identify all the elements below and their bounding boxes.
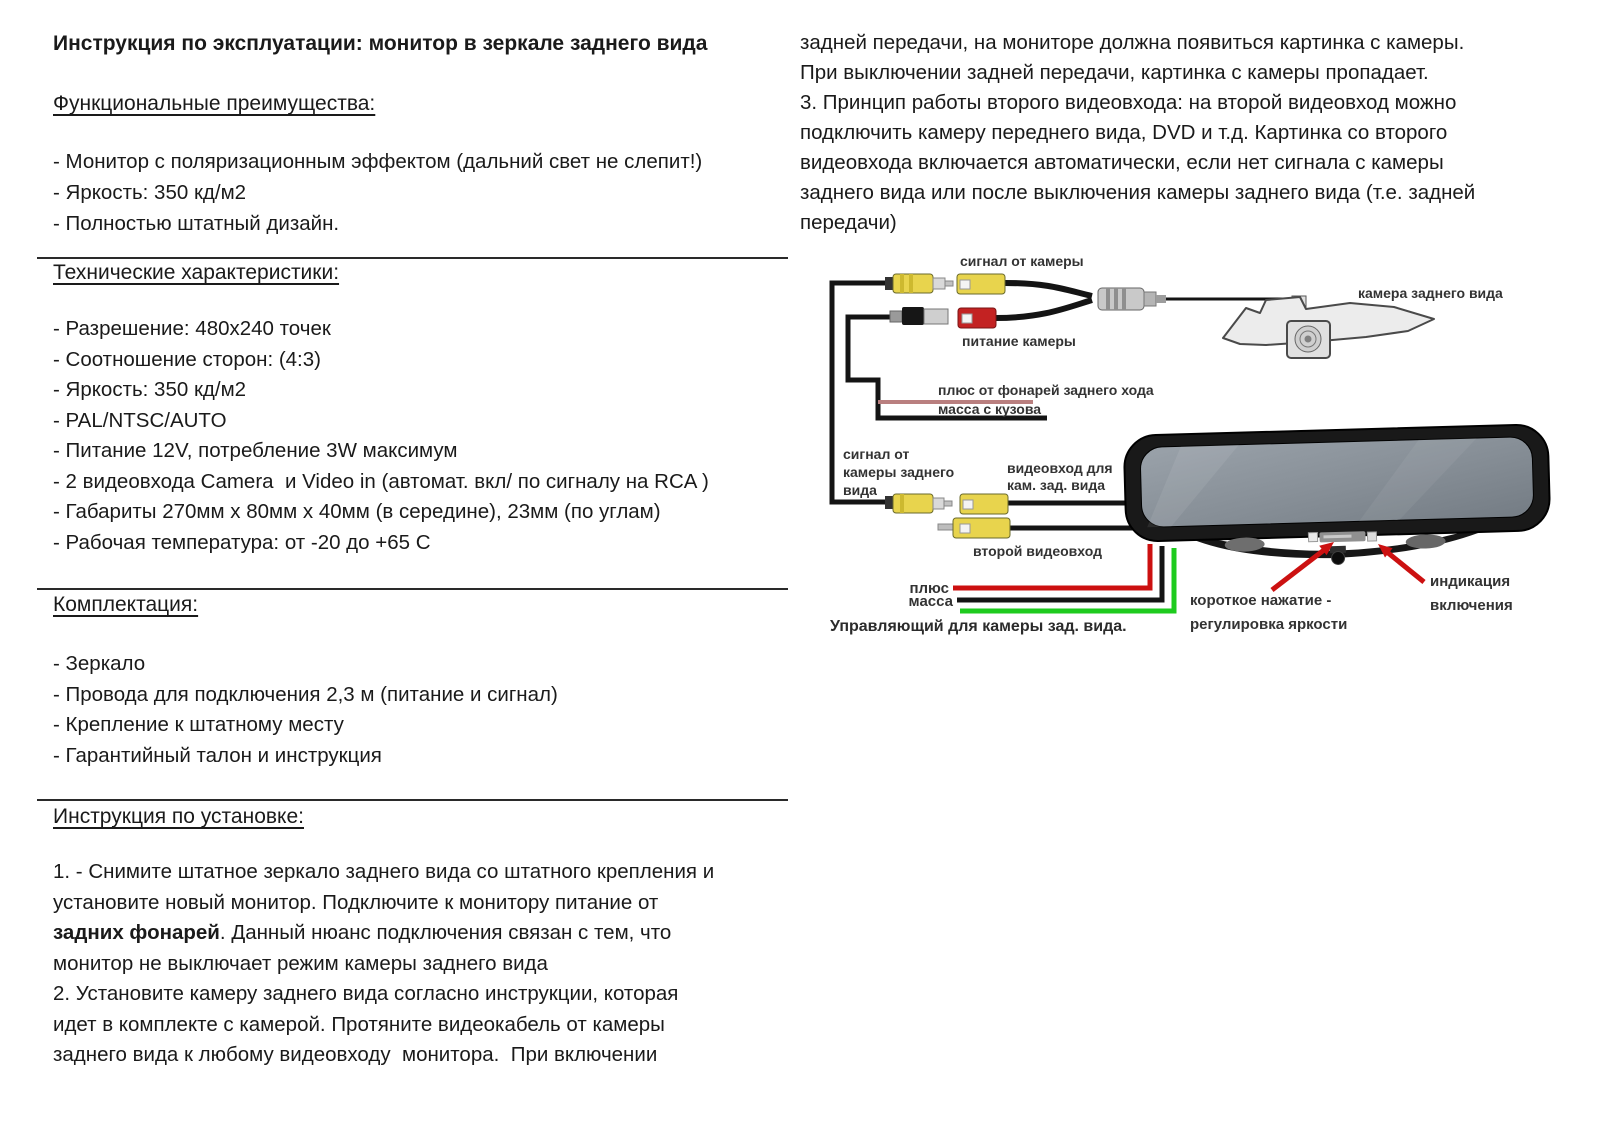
connector-tip (933, 498, 944, 509)
connector-ridge (1114, 288, 1118, 310)
plain-text: . Данный нюанс подключения связан с тем, что (219, 921, 672, 944)
connector-tip (1144, 292, 1156, 306)
paragraph-line: заднего вида к любому видеовходу монитора. При включении (53, 1043, 658, 1066)
paragraph-line: передачи) (800, 211, 897, 234)
paragraph-line: задней передачи, на мониторе должна появиться картинка с камеры. (800, 31, 1465, 54)
connector-socket (960, 280, 970, 289)
section-divider (37, 257, 788, 259)
connector-body (893, 494, 933, 513)
label-video-input-line2: кам. зад. вида (1007, 477, 1106, 493)
list-item: - PAL/NTSC/AUTO (53, 408, 227, 432)
list-item: - Яркость: 350 кд/м2 (53, 378, 247, 401)
list-item: - 2 видеовхода Camera и Video in (автомат. вкл/ по сигналу на RCA ) (53, 469, 709, 493)
paragraph-line: видеовхода включается автоматически, если нет сигнала с камеры (800, 151, 1444, 174)
paragraph-line: установите новый монитор. Подключите к монитору питание от (53, 890, 659, 914)
features-list (53, 146, 702, 239)
list-item: - Крепление к штатному месту (53, 713, 344, 736)
connector-body (1098, 288, 1144, 310)
power-socket-red (958, 308, 996, 328)
connector-ridge (900, 494, 904, 513)
connector-pin (944, 501, 952, 506)
paragraph-line: 1. - Снимите штатное зеркало заднего вида со штатного крепления и (53, 860, 715, 883)
paragraph-line: монитор не выключает режим камеры заднего вида (53, 951, 548, 975)
signal-cable (1005, 283, 1092, 296)
label-short-press-line2: регулировка яркости (1190, 616, 1348, 633)
paragraph-line: подключить камеру переднего вида, DVD и т.д. Картинка со второго (800, 121, 1448, 144)
section-divider (37, 588, 788, 590)
connector-ridge (900, 274, 904, 293)
rca-yellow-male-mirror-signal (885, 494, 952, 513)
list-item: - Соотношение сторон: (4:3) (53, 347, 321, 371)
label-mirror-signal-line1: сигнал от (843, 446, 910, 462)
power-cable (996, 300, 1092, 318)
right-column-text (800, 28, 1475, 238)
list-item: - Зеркало (53, 652, 146, 675)
list-item: - Разрешение: 480х240 точек (53, 317, 331, 340)
heading-install: Инструкция по установке: (53, 805, 304, 828)
label-mirror-signal-line3: вида (843, 482, 877, 498)
page-title: Инструкция по эксплуатации: монитор в зеркале заднего вида (53, 32, 708, 55)
list-item: - Монитор с поляризационным эффектом (дальний свет не слепит!) (53, 150, 703, 173)
label-body-ground: масса с кузова (938, 401, 1042, 417)
label-rear-camera: камера заднего вида (1358, 285, 1503, 301)
power-led (1367, 532, 1376, 541)
label-power-indicator-line1: индикация (1430, 573, 1511, 590)
connector-ridge (1122, 288, 1126, 310)
label-video-input-line1: видеовход для (1007, 460, 1113, 476)
connector-collar (890, 311, 902, 322)
wiring-diagram (810, 238, 1600, 658)
list-item: - Габариты 270мм х 80мм х 40мм (в середине), 23мм (по углам) (53, 500, 661, 523)
label-plus: плюс (909, 580, 949, 597)
connector-tip (933, 278, 945, 289)
label-second-video-input: второй видеовход (973, 543, 1102, 559)
heading-package: Комплектация: (53, 593, 199, 616)
heading-specs: Технические характеристики: (53, 261, 340, 284)
arrow-shaft (1387, 552, 1424, 582)
connector-tip (924, 309, 948, 324)
list-item: - Рабочая температура: от -20 до +65 С (53, 530, 431, 554)
paragraph-line: 2. Установите камеру заднего вида согласно инструкции, которая (53, 982, 679, 1005)
list-item: - Гарантийный талон и инструкция (53, 743, 382, 767)
paragraph-line: заднего вида или после выключения камеры заднего вида (т.е. задней (800, 181, 1476, 204)
rca-yellow-male-camera-signal (885, 274, 953, 293)
label-mirror-signal-line2: камеры заднего (843, 464, 955, 480)
label-ground: масса (908, 593, 953, 610)
label-camera-signal: сигнал от камеры (960, 253, 1084, 269)
package-list (53, 649, 558, 771)
connector-socket (960, 524, 970, 533)
mount-socket (1331, 551, 1344, 564)
list-item: - Питание 12V, потребление 3W максимум (53, 439, 458, 462)
connector-body (902, 307, 924, 325)
label-plus-reverse-lights: плюс от фонарей заднего хода (938, 382, 1154, 398)
connector-ridge (909, 274, 913, 293)
section-divider (37, 799, 788, 801)
camera-lens-pupil (1305, 336, 1312, 343)
install-text (53, 857, 714, 1071)
connector-ridge (1106, 288, 1110, 310)
heading-features: Функциональные преимущества: (53, 92, 376, 115)
power-plug-black (890, 307, 948, 325)
label-short-press-line1: короткое нажатие - (1190, 592, 1332, 609)
brightness-button (1308, 533, 1317, 542)
rear-camera-illustration (1223, 296, 1434, 358)
paragraph-line: При выключении задней передачи, картинка с камеры пропадает. (800, 61, 1429, 84)
list-item: - Провода для подключения 2,3 м (питание и сигнал) (53, 682, 558, 706)
connector-pin (938, 524, 953, 530)
wiring-diagram-svg (810, 238, 1600, 658)
connector-pin (945, 281, 953, 286)
rca-yellow-female-video-input-1 (960, 494, 1008, 514)
housing-pad (1405, 534, 1445, 549)
mirror-monitor-illustration (1124, 424, 1552, 570)
paragraph-line: 3. Принцип работы второго видеовхода: на второй видеовход можно (800, 91, 1457, 114)
specs-list (53, 314, 709, 558)
rca-yellow-female-video-input-2 (938, 518, 1010, 538)
label-camera-power: питание камеры (962, 333, 1076, 349)
rca-yellow-female-camera-signal (957, 274, 1005, 294)
bold-text: задних фонарей (53, 921, 220, 944)
barrel-connector (1098, 288, 1166, 310)
label-control-wire: Управляющий для камеры зад. вида. (830, 618, 1127, 635)
connector-socket (962, 314, 972, 323)
connector-socket (963, 500, 973, 509)
connector-pin (1156, 295, 1166, 303)
list-item: - Яркость: 350 кд/м2 (53, 181, 247, 204)
label-power-indicator-line2: включения (1430, 597, 1513, 614)
paragraph-line: идет в комплекте с камерой. Протяните видеокабель от камеры (53, 1012, 665, 1036)
list-item: - Полностью штатный дизайн. (53, 212, 340, 235)
paragraph-line (53, 918, 714, 949)
